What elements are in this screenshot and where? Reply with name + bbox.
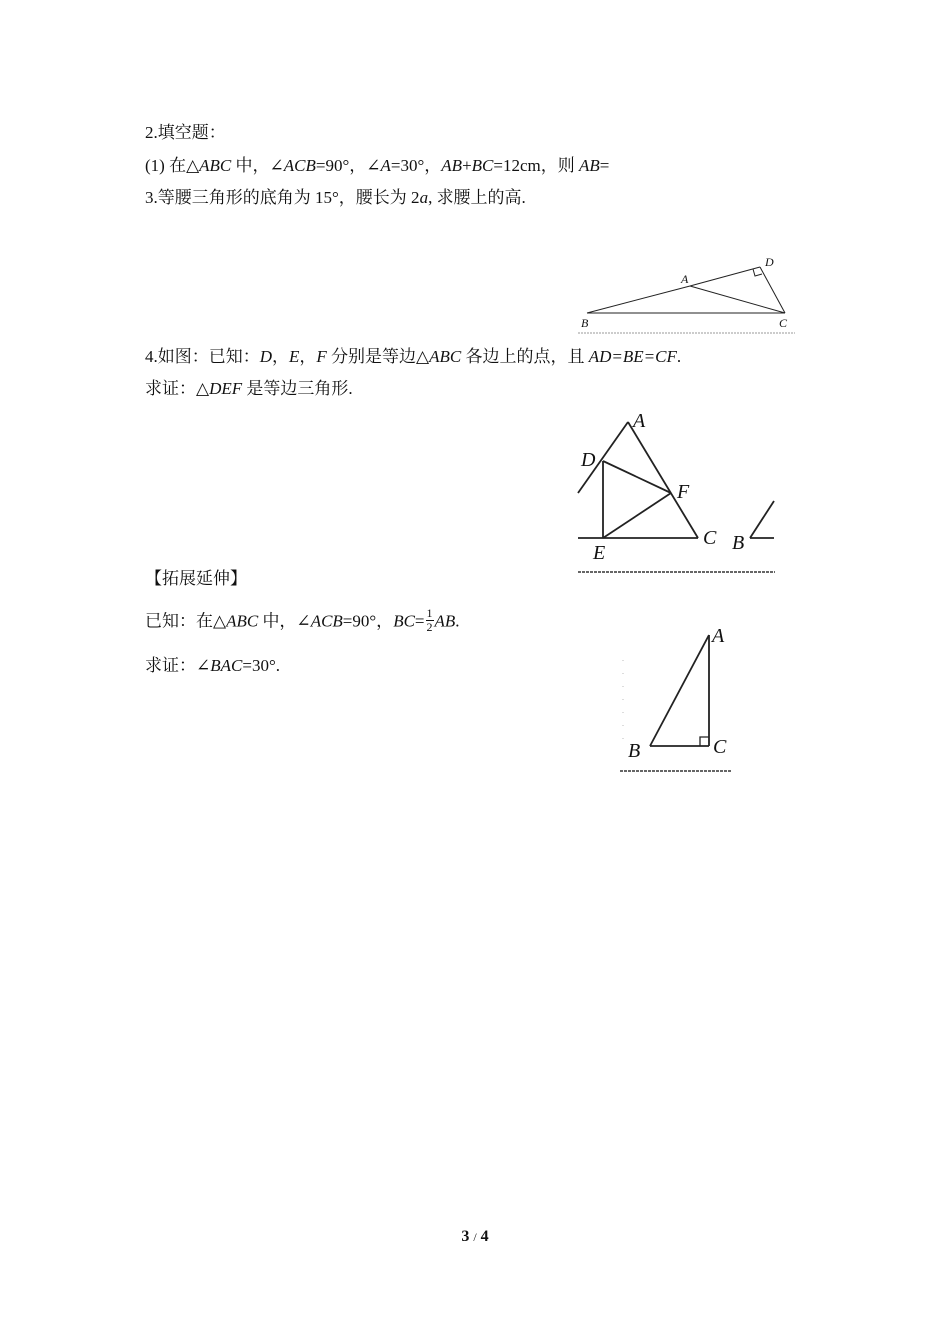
figure-equilateral-triangle: [570, 405, 785, 580]
segment-AC: [628, 422, 698, 538]
question-2-1: (1) 在△ABC 中，∠ACB=90°，∠A=30°，AB+BC=12cm，则 AB=: [145, 156, 610, 175]
extension-proof: 求证：∠BAC=30°.: [145, 656, 280, 675]
label-A: A: [712, 625, 725, 647]
label-F: F: [677, 481, 690, 503]
segment-B-stub: [750, 501, 774, 538]
fraction-one-half: $\frac{1}{2}$: [426, 606, 433, 634]
label-A: A: [681, 272, 689, 286]
figure-right-triangle: [615, 620, 740, 780]
label-C: C: [703, 527, 717, 549]
label-B: B: [581, 316, 589, 330]
segment-AD: [690, 267, 760, 286]
extension-heading: 【拓展延伸】: [145, 569, 247, 588]
label-C: C: [779, 316, 788, 330]
page-number: 3 / 4: [461, 1228, 489, 1245]
segment-EF: [603, 493, 671, 538]
question-3: 3.等腰三角形的底角为 15°，腰长为 2a, 求腰上的高.: [145, 188, 526, 207]
label-D: D: [581, 449, 596, 471]
label-A: A: [633, 410, 646, 432]
question-4-proof: 求证：△DEF 是等边三角形.: [145, 379, 353, 398]
section2-heading: 2.填空题：: [145, 123, 226, 142]
label-B: B: [732, 532, 745, 554]
segment-AB: [650, 635, 709, 746]
question-4: 4.如图：已知：D，E，F 分别是等边△ABC 各边上的点，且 AD=BE=CF.: [145, 347, 682, 366]
segment-BA: [587, 286, 690, 313]
label-C: C: [713, 736, 727, 758]
segment-DC: [760, 267, 785, 313]
right-angle-mark: [753, 269, 762, 276]
right-angle-mark: [700, 737, 709, 746]
figure-isosceles-triangle: [570, 250, 800, 340]
extension-given: 已知：在△ABC 中，∠ACB=90°，BC= $\frac{1}{2}$ AB.: [145, 606, 460, 634]
label-D: D: [765, 255, 774, 269]
label-E: E: [593, 542, 606, 564]
label-B: B: [628, 740, 641, 762]
segment-AC: [690, 286, 785, 313]
